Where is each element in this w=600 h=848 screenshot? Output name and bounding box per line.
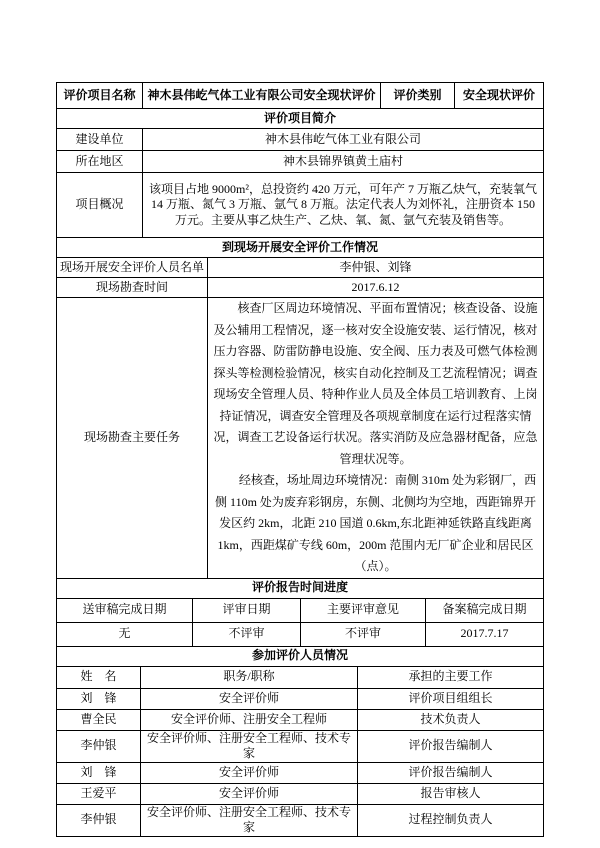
table-row xyxy=(57,783,544,804)
table-row xyxy=(57,804,544,836)
schedule-header-final-date: 备案稿完成日期 xyxy=(426,598,544,622)
category-value: 安全现状评价 xyxy=(455,83,544,109)
table-row xyxy=(57,762,544,783)
construction-unit-label: 建设单位 xyxy=(57,129,143,151)
personnel-work: 报告审核人 xyxy=(358,783,544,804)
table-row xyxy=(57,622,544,646)
category-label: 评价类别 xyxy=(381,83,455,109)
table-row xyxy=(57,688,544,709)
schedule-header-draft-date: 送审稿完成日期 xyxy=(57,598,193,622)
schedule-value-final-date: 2017.7.17 xyxy=(426,622,544,646)
survey-staff-value: 李仲银、刘锋 xyxy=(208,258,544,278)
region-label: 所在地区 xyxy=(57,151,143,173)
section-title-personnel: 参加评价人员情况 xyxy=(57,646,544,666)
personnel-work: 评价报告编制人 xyxy=(358,762,544,783)
personnel-header-work: 承担的主要工作 xyxy=(358,666,544,688)
personnel-work: 技术负责人 xyxy=(358,709,544,730)
personnel-title: 安全评价师 xyxy=(141,783,358,804)
personnel-title: 安全评价师、注册安全工程师 xyxy=(141,709,358,730)
table-row xyxy=(57,83,544,109)
table-row xyxy=(57,173,544,238)
project-name-value: 神木县伟屹气体工业有限公司安全现状评价 xyxy=(143,83,381,109)
project-overview-text: 该项目占地 9000m²，总投资约 420 万元，可年产 7 万瓶乙炔气，充装氧气 14 万瓶、氮气 3 万瓶、氩气 8 万瓶。法定代表人为刘怀礼，注册资本 150 万元。主要从事乙炔生产、乙炔、氧、氮、氩气充装及销售等。 xyxy=(143,173,544,238)
table-row xyxy=(57,730,544,762)
table-row xyxy=(57,646,544,666)
personnel-title: 安全评价师 xyxy=(141,688,358,709)
project-name-label: 评价项目名称 xyxy=(57,83,143,109)
schedule-value-review-opinion: 不评审 xyxy=(301,622,426,646)
construction-unit-value: 神木县伟屹气体工业有限公司 xyxy=(143,129,544,151)
survey-task-label: 现场勘查主要任务 xyxy=(57,298,208,579)
survey-staff-label: 现场开展安全评价人员名单 xyxy=(57,258,208,278)
personnel-name: 李仲银 xyxy=(57,804,141,836)
personnel-name: 曹全民 xyxy=(57,709,141,730)
schedule-header-review-date: 评审日期 xyxy=(193,598,301,622)
region-value: 神木县锦界镇黄土庙村 xyxy=(143,151,544,173)
schedule-value-draft-date: 无 xyxy=(57,622,193,646)
survey-date-label: 现场勘查时间 xyxy=(57,278,208,298)
table-row xyxy=(57,666,544,688)
schedule-value-review-date: 不评审 xyxy=(193,622,301,646)
table-row xyxy=(57,298,544,579)
personnel-name: 李仲银 xyxy=(57,730,141,762)
personnel-name: 刘 锋 xyxy=(57,688,141,709)
table-row xyxy=(57,278,544,298)
personnel-title: 安全评价师、注册安全工程师、技术专家 xyxy=(141,730,358,762)
project-intro-table xyxy=(56,108,544,238)
task-paragraph-2: 经核查，场址周边环境情况：南侧 310m 处为彩钢厂，西侧 110m 处为废弃彩钢房，东侧、北侧均为空地，西距锦界开发区约 2km，北距 210 国道 0.6km,东北距神延铁路直线距离 1km，西距煤矿专线 60m，200m 范围内无厂矿企业和居民区（点）。 xyxy=(215,473,537,573)
personnel-header-name: 姓 名 xyxy=(57,666,141,688)
report-schedule-table xyxy=(56,578,544,647)
personnel-table xyxy=(56,646,544,837)
schedule-header-review-opinion: 主要评审意见 xyxy=(301,598,426,622)
task-paragraph-1: 核查厂区周边环境情况、平面布置情况；核查设备、设施及公辅用工程情况，逐一核对安全设施安装、运行情况，核对压力容器、防雷防静电设施、安全阀、压力表及可燃气体检测探头等检测检验情况，核实自动化控制及工艺流程情况；调查现场安全管理人员、特种作业人员及全体员工培训教育、上岗持证情况，调查安全管理及各项规章制度在运行过程落实情况，调查工艺设备运行状况。落实消防及应急器材配备，应急管理状况等。 xyxy=(213,301,538,466)
personnel-title: 安全评价师、注册安全工程师、技术专家 xyxy=(141,804,358,836)
section-title-survey: 到现场开展安全评价工作情况 xyxy=(57,238,544,258)
table-row xyxy=(57,129,544,151)
site-survey-table xyxy=(56,237,544,579)
personnel-name: 王爱平 xyxy=(57,783,141,804)
project-overview-label: 项目概况 xyxy=(57,173,143,238)
personnel-work: 评价项目组组长 xyxy=(358,688,544,709)
personnel-work: 评价报告编制人 xyxy=(358,730,544,762)
personnel-header-title: 职务/职称 xyxy=(141,666,358,688)
section-title-schedule: 评价报告时间进度 xyxy=(57,578,544,598)
table-row xyxy=(57,598,544,622)
personnel-work: 过程控制负责人 xyxy=(358,804,544,836)
survey-task-text xyxy=(208,298,544,579)
personnel-title: 安全评价师 xyxy=(141,762,358,783)
table-row xyxy=(57,151,544,173)
evaluation-form xyxy=(56,82,544,837)
section-title-intro: 评价项目简介 xyxy=(57,109,544,129)
project-header-table xyxy=(56,82,544,109)
personnel-name: 刘 锋 xyxy=(57,762,141,783)
table-row xyxy=(57,578,544,598)
survey-date-value: 2017.6.12 xyxy=(208,278,544,298)
table-row xyxy=(57,709,544,730)
table-row xyxy=(57,258,544,278)
table-row xyxy=(57,109,544,129)
table-row xyxy=(57,238,544,258)
